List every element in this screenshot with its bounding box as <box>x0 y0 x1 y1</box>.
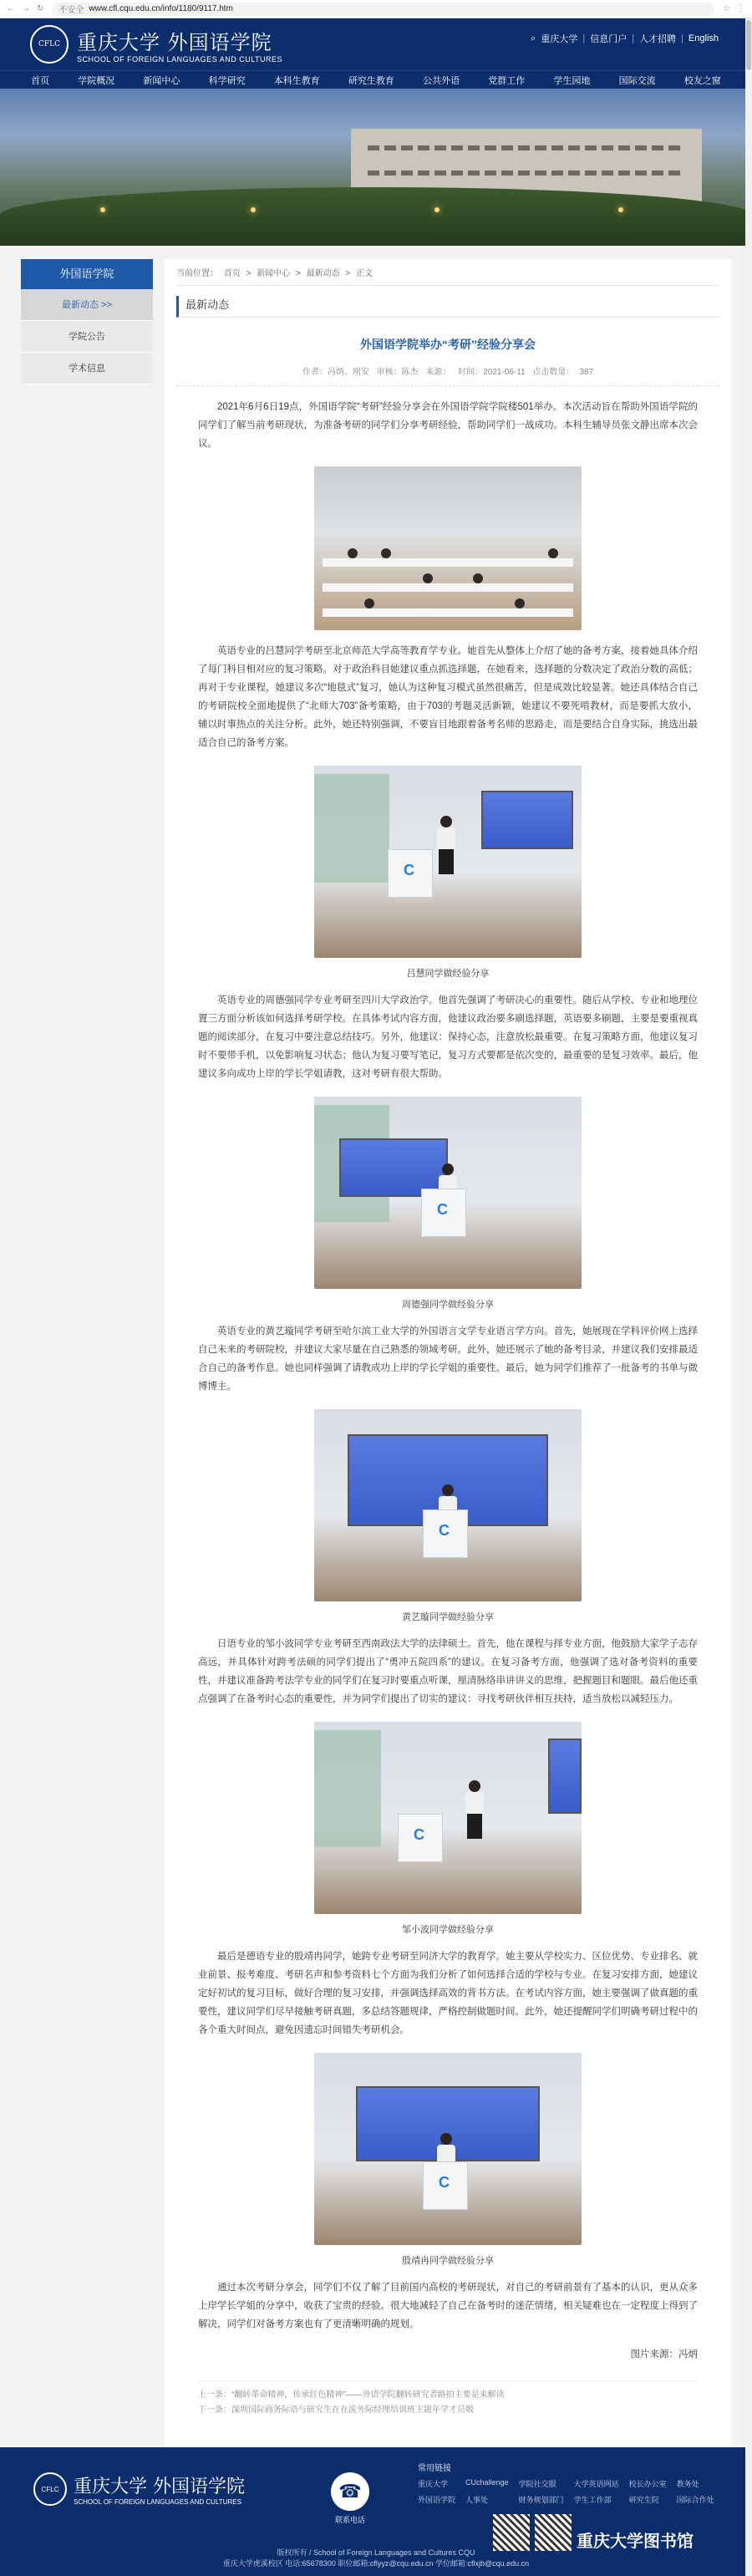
banner-lamp <box>100 207 105 212</box>
next-article-link[interactable]: 下一条：深圳国际商务际语与研究生在在流外际经理培训班主题年学才员吸 <box>198 2405 474 2415</box>
meta-author: 作者：冯炳、刚安 <box>302 368 369 377</box>
divider: | <box>632 33 635 43</box>
top-links <box>531 32 719 45</box>
forward-icon[interactable]: → <box>22 4 30 13</box>
breadcrumb-sep: > <box>295 269 301 278</box>
footer-link[interactable]: 人事处 <box>465 2496 489 2504</box>
photo-caption: 邹小波同学做经验分享 <box>402 1925 494 1935</box>
article-meta <box>176 364 719 386</box>
projector-screen <box>548 1739 582 1814</box>
speaker-photo <box>314 2053 582 2245</box>
browser-toolbar <box>0 0 752 18</box>
address-text: 重庆大学虎溪校区 电话:65678300 职位邮箱:cflyyz@cqu.edu.cn 学位邮箱:cflxjb@cqu.edu.cn <box>222 2559 530 2568</box>
speaker-photo <box>314 1409 582 1601</box>
speaker-photo <box>314 766 582 958</box>
nav-item[interactable]: 首页 <box>31 75 50 86</box>
search-icon[interactable]: ⌕ <box>531 33 536 43</box>
school-name-en: SCHOOL OF FOREIGN LANGUAGES AND CULTURES <box>77 54 283 64</box>
browser-nav <box>7 4 43 13</box>
student-figure <box>473 573 483 583</box>
divider: | <box>582 33 586 43</box>
insecure-label: 不安全 <box>58 6 84 15</box>
menu-icon[interactable]: ⋮ <box>737 4 745 13</box>
banner-lamp <box>251 207 256 212</box>
school-name-cn: 重庆大学 外国语学院 <box>77 30 272 54</box>
breadcrumb-sep: > <box>246 269 252 278</box>
nav-item[interactable]: 本科生教育 <box>273 75 320 86</box>
desk-row <box>323 608 573 617</box>
breadcrumb-sep: > <box>345 269 351 278</box>
window-view <box>314 774 389 883</box>
speaker-photo <box>314 1722 582 1914</box>
meta-views-label: 点击数量： <box>532 368 575 377</box>
url-text: www.cfl.cqu.edu.cn/info/1180/9117.htm <box>89 4 233 13</box>
podium <box>423 2161 468 2210</box>
photo-caption: 殷靖冉同学做经验分享 <box>402 2256 494 2266</box>
article-paragraph: 英语专业的吕慧同学考研至北京师范大学高等教育学专业。她首先从整体上介绍了她的备考方案，接着她具体介绍了每门科目相对应的复习策略。对于政治科目她建议重点抓选择题，在她看来，选择题的分数决定了政治分数的高低；再对于专业课程，她建议多次“地毯式”复习，她认为这种复习模式虽然很痛苦，但是成效比较显著。她还具体结合自己的考研院校全面地提供了“北师大703”备考策略，由于703的考题灵活新颖，她建议不要死啃教材，而是要抓大放小，辅以时事热点的关注分析。此外，她还特别强调，不要盲目地跟着备考名师的思路走，而是要结合自身实际，挑选出最适合自己的备考方案。 <box>198 646 698 748</box>
footer-school-en: SCHOOL OF FOREIGN LANGUAGES AND CULTURES <box>74 2498 241 2506</box>
footer-link[interactable]: 研究生院 <box>628 2496 659 2504</box>
desk-row <box>323 583 573 592</box>
nav-item[interactable]: 学生园地 <box>553 75 591 86</box>
breadcrumb-label: 当前位置： <box>176 269 218 278</box>
footer-links-grid <box>418 2478 714 2505</box>
article-paragraph: 通过本次考研分享会，同学们不仅了解了目前国内高校的考研现状，对自己的考研前景有了基本的认识，更从众多上岸学长学姐的分享中，收获了宝贵的经验。很大地减轻了自己在备考时的迷茫情绪，相关疑难也在一定程度上得到了解决，同学们对备考方案也有了更清晰明确的规划。 <box>198 2283 698 2329</box>
footer-link[interactable]: 外国语学院 <box>418 2496 456 2504</box>
campus-banner-image <box>0 89 752 246</box>
speaker-figure <box>465 1780 485 1839</box>
footer-link[interactable]: 国际合作处 <box>676 2496 714 2504</box>
prev-article-link[interactable]: 上一条：“翻转革命精神，传承红色精神”——外语学院翻转研究者路拍主要是来解读 <box>198 2390 505 2400</box>
top-link[interactable]: 重庆大学 <box>541 34 578 44</box>
podium <box>423 1509 468 1558</box>
nav-item[interactable]: 新闻中心 <box>143 75 180 86</box>
footer-seal-logo: CFLC <box>33 2472 67 2506</box>
footer-link[interactable]: 学生工作部 <box>573 2496 612 2504</box>
section-title: 最新动态 <box>176 296 719 318</box>
nav-item[interactable]: 党群工作 <box>488 75 526 86</box>
article-title: 外国语学院举办“考研”经验分享会 <box>360 338 536 351</box>
student-figure <box>515 598 525 608</box>
meta-views-count: 387 <box>579 368 594 377</box>
speaker-figure <box>436 816 456 874</box>
sidebar-item-announcements[interactable]: 学院公告 <box>21 321 153 353</box>
sidebar-item-academic-info[interactable]: 学术信息 <box>21 353 153 384</box>
banner-trees <box>0 187 752 246</box>
qr-code <box>535 2514 572 2551</box>
article-container <box>165 259 731 2487</box>
footer-logo[interactable] <box>33 2472 245 2506</box>
footer-copyright <box>0 2548 752 2569</box>
photo-caption: 黄艺璇同学做经验分享 <box>402 1612 494 1622</box>
school-seal-logo[interactable]: CFLC <box>30 25 69 64</box>
scrollbar-thumb[interactable] <box>746 20 751 70</box>
footer-link[interactable]: 校长办公室 <box>628 2480 667 2488</box>
content-wrap <box>21 259 731 2487</box>
top-link[interactable]: 信息门户 <box>590 34 628 44</box>
podium <box>388 849 433 898</box>
page-scrollbar[interactable] <box>745 18 752 2576</box>
footer-links-title: 常用链接 <box>418 2464 451 2473</box>
footer-link[interactable]: 重庆大学 <box>418 2480 449 2488</box>
footer-link[interactable]: 财务规划部门 <box>518 2496 564 2504</box>
divider: | <box>681 33 683 43</box>
phone-icon: ☎ <box>331 2472 369 2511</box>
address-bar[interactable] <box>52 3 714 16</box>
sidebar-title: 外国语学院 <box>21 259 153 289</box>
nav-item[interactable]: 公共外语 <box>423 75 460 86</box>
footer-link[interactable]: 教务处 <box>676 2480 699 2488</box>
footer-link[interactable]: 学院社交服 <box>518 2480 556 2488</box>
star-icon[interactable]: ☆ <box>723 4 730 13</box>
back-icon[interactable]: ← <box>7 4 15 13</box>
window-view <box>314 1730 381 1847</box>
student-figure <box>423 573 433 583</box>
sidebar-item-latest-news[interactable]: 最新动态 >> <box>21 289 153 321</box>
meta-source: 来源： <box>425 368 451 377</box>
breadcrumb-link[interactable]: 首页 <box>223 269 241 278</box>
qr-code <box>493 2514 530 2551</box>
breadcrumb-link[interactable]: 最新动态 <box>306 269 340 278</box>
meta-reviewer: 审核：陈杰 <box>376 368 419 377</box>
contact-phone[interactable] <box>328 2472 373 2525</box>
podium <box>421 1189 466 1237</box>
banner-lamp <box>434 207 440 212</box>
podium <box>398 1814 443 1862</box>
browser-tools <box>723 4 745 13</box>
banner-lamp <box>618 207 623 212</box>
breadcrumb-current: 正文 <box>356 269 373 278</box>
speaker-photo <box>314 1097 582 1289</box>
site-footer <box>0 2447 752 2576</box>
nav-item[interactable]: 科学研究 <box>208 75 246 86</box>
copyright-text: 版权所有 / School of Foreign Languages and Cultures CQU <box>277 2548 475 2557</box>
top-link[interactable]: English <box>688 33 719 43</box>
nav-item[interactable]: 学院概况 <box>78 75 115 86</box>
top-link[interactable]: 人才招聘 <box>639 34 677 44</box>
student-figure <box>548 548 558 558</box>
article-paragraph: 英语专业的周德强同学专业考研至四川大学政治学。他首先强调了考研决心的重要性。随后从学校、专业和地理位置三方面分析该如何选择考研学校。在具体考试内容方面，他建议政治要多刷选择题，英语要多刷题，主要是要重视真题的阅读部分，在复习中要注意总结技巧。另外，他建议：保持心态，注意放松最重要。在复习策略方面，他建议复习时不要带手机，以免影响复习状态；他认为复习要写笔记，复习方式要都是依次变的，最重要的是复习效率。最后，他建议多向成功上岸的学长学姐请教，这对考研有很大帮助。 <box>198 995 698 1079</box>
prev-next-links <box>198 2380 698 2418</box>
photo-caption: 吕慧同学做经验分享 <box>406 969 490 979</box>
nav-item[interactable]: 研究生教育 <box>348 75 394 86</box>
desk-row <box>323 558 573 567</box>
article-paragraph: 英语专业的黄艺璇同学考研至哈尔滨工业大学的外国语言文学专业语言学方向。首先，她展现在学科评价网上选择自己未来的考研院校，并建议大家尽量在自己熟悉的领域考研。此外，她还展示了她的备考目录，并建议我们安排最适合自己的备考作息。她也同样强调了请教成功上岸的学长学姐的重要性。最后，她为同学们推荐了一批备考的书单与微博博主。 <box>198 1326 698 1392</box>
meta-time: 时间：2021-06-11 <box>458 368 526 377</box>
article-paragraph: 2021年6月6日19点，外国语学院“考研”经验分享会在外国语学院学院楼501举办。本次活动旨在帮助外国语学院的同学们了解当前考研现状，为准备考研的同学们分享考研经验，帮助同学们一战成功。本科生辅导员张文静出席本次会议。 <box>198 402 698 449</box>
school-logo-text[interactable] <box>77 26 282 64</box>
footer-school-cn: 重庆大学 外国语学院 <box>74 2477 245 2497</box>
classroom-photo <box>314 466 582 630</box>
student-figure <box>381 548 391 558</box>
image-source: 图片来源：冯炳 <box>630 2349 698 2360</box>
main-nav <box>0 70 752 89</box>
contact-phone-label: 联系电话 <box>334 2516 365 2524</box>
projector-screen <box>481 791 573 849</box>
photo-caption: 周德强同学做经验分享 <box>402 1300 494 1310</box>
footer-link[interactable]: 大学英语网站 <box>573 2480 619 2488</box>
breadcrumb <box>176 259 719 286</box>
site-header <box>0 18 752 70</box>
student-figure <box>364 598 374 608</box>
article-paragraph: 最后是德语专业的殷靖冉同学，她跨专业考研至同济大学的教育学。她主要从学校实力、区位优势、专业排名、就业前景、报考难度、考研名声和参考资料七个方面为我们分析了如何选择合适的学校与专业。在复习安排方面，她建议定好初试的复习目标，做好合理的复习安排，并强调选择高效的背书方法。在考试内容方面，她主要强调了做真题的重要性，建议同学们尽早接触考研真题，多总结答题规律，严格控制做题时间。此外，她还提醒同学们明确考研过程中的各个重大时间点，避免因遗忘时间错失考研机会。 <box>198 1952 698 2035</box>
nav-item[interactable]: 国际交流 <box>618 75 656 86</box>
footer-link[interactable]: CUchallenge <box>465 2478 509 2487</box>
nav-item[interactable]: 校友之窗 <box>683 75 721 86</box>
library-watermark: 重庆大学图书馆 <box>577 2533 694 2551</box>
student-figure <box>348 548 358 558</box>
reload-icon[interactable]: ↻ <box>37 4 44 13</box>
breadcrumb-link[interactable]: 新闻中心 <box>257 269 291 278</box>
article-paragraph: 日语专业的邹小波同学专业考研至西南政法大学的法律硕士。首先，他在课程与择专业方面，他鼓励大家学子志存高远，并具体针对跨考法硕的同学们提出了“勇冲五院四系”的建议。在复习备考方面，他强调了选对备考资料的重要性，并建议准备跨考法学专业的同学们在复习时要重点听课，厘清脉络串讲讲义的思维，把握题目和题眼。最后他还重点强调了在备考时心态的重要性，并为同学们提出了切实的建议：寻找考研伙伴相互扶持，适当放松以减轻压力。 <box>198 1639 698 1704</box>
sidebar <box>21 259 153 2487</box>
footer-links <box>418 2461 714 2505</box>
